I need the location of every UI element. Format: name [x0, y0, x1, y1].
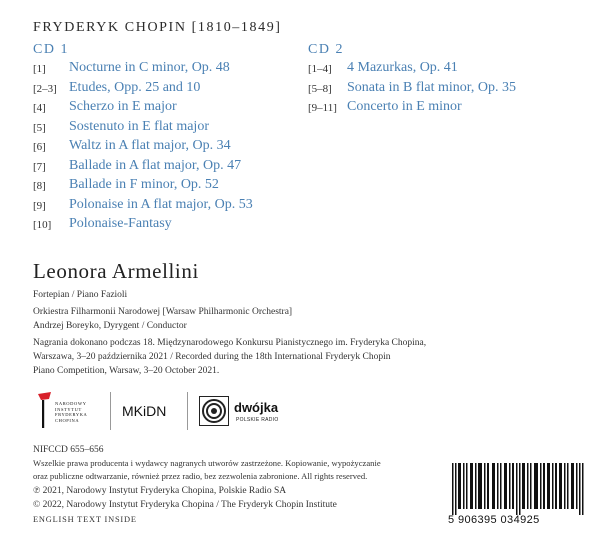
mkidn-wordmark: MKiDN: [122, 403, 167, 419]
track-title: Polonaise in A flat major, Op. 53: [69, 196, 253, 212]
recording-line-1: Nagrania dokonano podczas 18. Międzynarodowego Konkursu Pianistycznego im. Fryderyka Chopina,: [33, 338, 427, 348]
radio-waves-icon: [199, 396, 229, 426]
cd2-label: CD 2: [308, 42, 344, 57]
track-number: [10]: [33, 219, 52, 231]
barcode-digits: 5 906395 034925: [448, 514, 540, 526]
rights-line-2: oraz publiczne odtwarzanie, również przez radio, bez zezwolenia zabronione. All rights reserved.: [33, 471, 368, 481]
track-title: Sostenuto in E flat major: [69, 118, 209, 134]
nifc-logo: [35, 391, 105, 431]
track-title: 4 Mazurkas, Op. 41: [347, 60, 458, 75]
recording-line-2: Warszawa, 3–20 października 2021 / Recorded during the 18th International Fryderyk Chopin: [33, 352, 391, 362]
catalog-number: NIFCCD 655–656: [33, 445, 104, 455]
nifc-word-4: CHOPINA: [55, 417, 80, 423]
dwojka-logo: [199, 396, 309, 430]
track-number: [7]: [33, 160, 46, 173]
nifc-word-2: INSTYTUT: [55, 406, 82, 412]
track-title: Ballade in A flat major, Op. 47: [69, 157, 242, 173]
rights-line-1: Wszelkie prawa producenta i wydawcy nagranych utworów zastrzeżone. Kopiowanie, wypożyczanie: [33, 458, 381, 468]
english-text-note: ENGLISH TEXT INSIDE: [33, 515, 137, 524]
phonogram-line: ℗ 2021, Narodowy Instytut Fryderyka Chopina, Polskie Radio SA: [33, 486, 287, 496]
track-title: Waltz in A flat major, Op. 34: [69, 138, 231, 153]
logo-divider: [110, 392, 111, 430]
nifc-mark-icon: [35, 391, 53, 429]
track-title: Concerto in E minor: [347, 99, 462, 114]
track-number: [5]: [33, 121, 46, 134]
track-number: [8]: [33, 180, 46, 192]
dwojka-wordmark: dwójka: [234, 400, 279, 415]
composer-heading: FRYDERYK CHOPIN [1810–1849]: [33, 20, 282, 35]
nifc-word-1: NARODOWY: [55, 401, 87, 406]
copyright-line: © 2022, Narodowy Instytut Fryderyka Chopina / The Fryderyk Chopin Institute: [33, 500, 337, 510]
dwojka-subtitle: POLSKIE RADIO: [236, 417, 279, 423]
logo-divider: [187, 392, 188, 430]
track-number: [4]: [33, 102, 46, 114]
track-number: [5–8]: [308, 82, 332, 95]
track-number: [1]: [33, 63, 46, 75]
barcode-icon: [452, 463, 584, 515]
track-number: [9–11]: [308, 102, 337, 114]
cd2-tracklist: [308, 60, 588, 130]
track-number: [1–4]: [308, 63, 332, 75]
track-title: Ballade in F minor, Op. 52: [69, 177, 219, 192]
track-number: [2–3]: [33, 82, 57, 95]
track-title: Sonata in B flat minor, Op. 35: [347, 79, 516, 95]
track-title: Etudes, Opp. 25 and 10: [69, 79, 201, 95]
recording-line-3: Piano Competition, Warsaw, 3–20 October 2021.: [33, 366, 220, 376]
cd1-label: CD 1: [33, 42, 69, 57]
performer-name: Leonora Armellini: [33, 259, 199, 283]
track-title: Polonaise-Fantasy: [69, 216, 172, 231]
conductor-line: Andrzej Boreyko, Dyrygent / Conductor: [33, 321, 187, 331]
nifc-word-3: FRYDERYKA: [55, 412, 88, 417]
track-title: Scherzo in E major: [69, 99, 177, 114]
track-title: Nocturne in C minor, Op. 48: [69, 60, 230, 75]
mkidn-logo: [122, 403, 166, 421]
orchestra-line: Orkiestra Filharmonii Narodowej [Warsaw Philharmonic Orchestra]: [33, 307, 293, 317]
track-number: [6]: [33, 141, 46, 153]
instrument-line: Fortepian / Piano Fazioli: [33, 290, 128, 300]
cd1-tracklist: [33, 60, 293, 240]
track-number: [9]: [33, 199, 46, 212]
